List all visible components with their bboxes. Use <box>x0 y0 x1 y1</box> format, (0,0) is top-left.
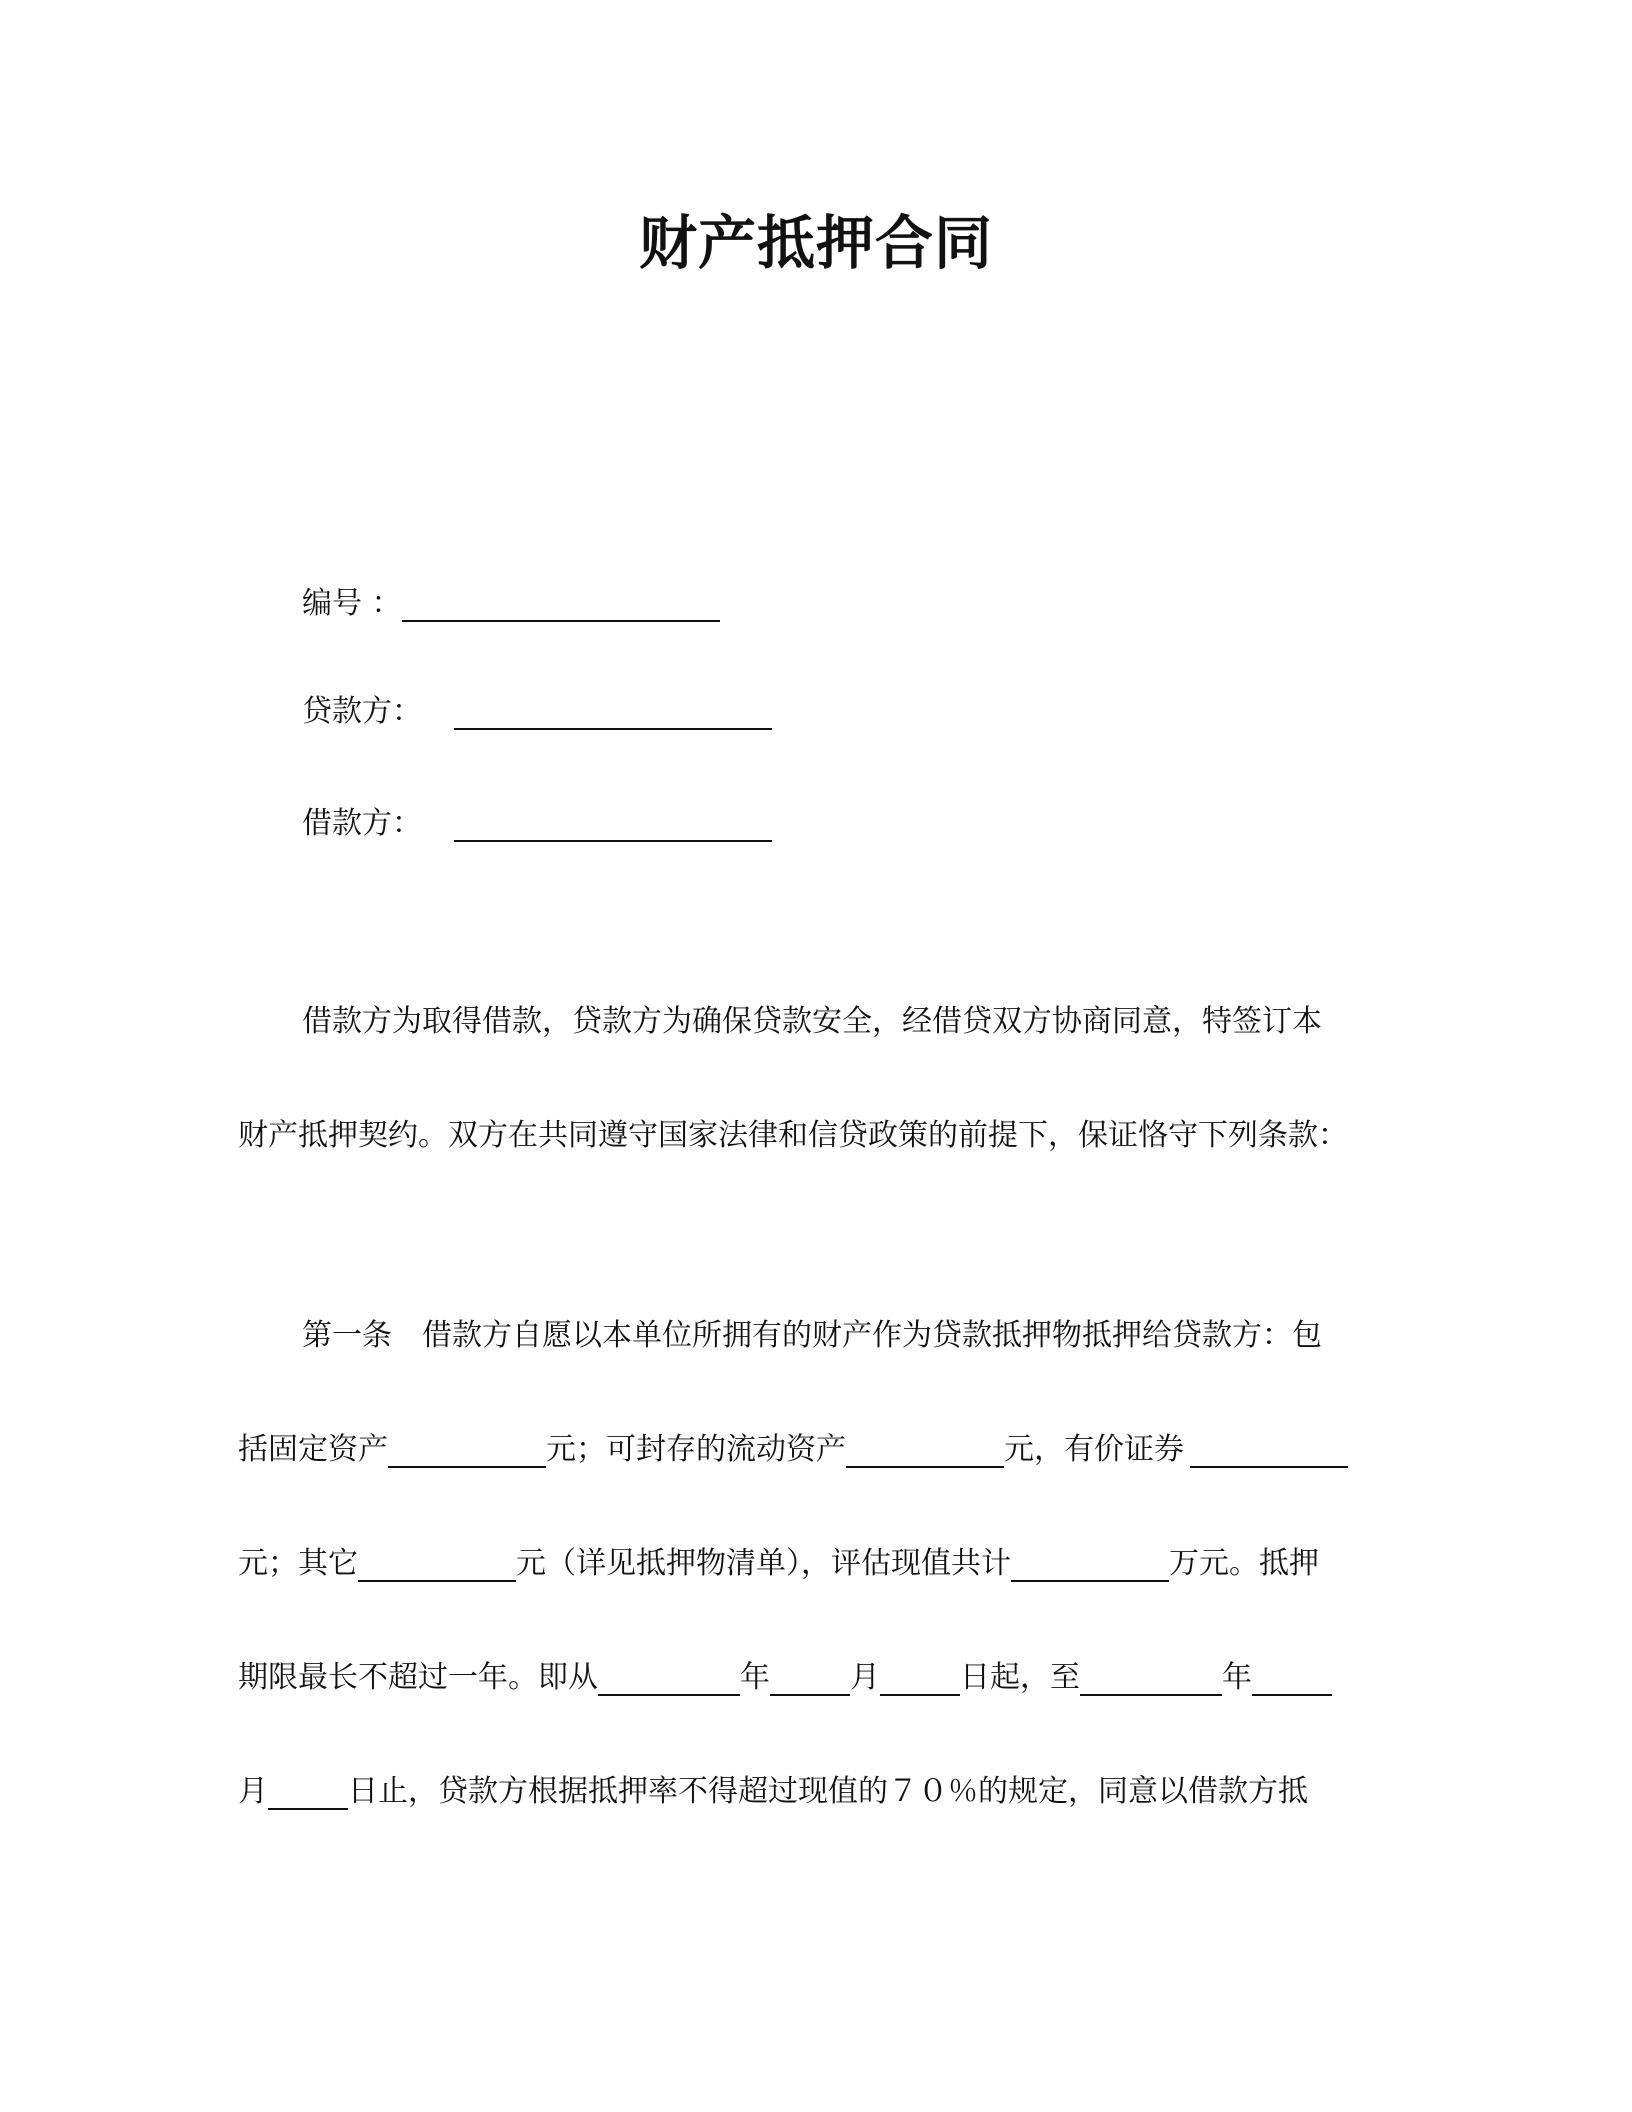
article1-line2-seg3: 元，有价证券 <box>1004 1432 1184 1467</box>
article1-line4-seg1: 期限最长不超过一年。即从 <box>238 1660 598 1695</box>
borrower-label: 借款方： <box>302 806 422 841</box>
document-title: 财产抵押合同 <box>638 209 993 277</box>
article1-line3-seg1: 元；其它 <box>238 1546 358 1581</box>
borrower-blank[interactable] <box>454 810 772 842</box>
article1-line4-seg4: 日起，至 <box>960 1660 1080 1695</box>
article1-line5-seg1: 月 <box>238 1774 268 1809</box>
article1-line-5 <box>238 1766 1308 1810</box>
end-month-blank[interactable] <box>1252 1664 1332 1696</box>
intro-line-2: 财产抵押契约。双方在共同遵守国家法律和信贷政策的前提下，保证恪守下列条款： <box>238 1118 1348 1153</box>
article1-line4-seg3: 月 <box>850 1660 880 1695</box>
securities-blank[interactable] <box>1190 1436 1348 1468</box>
current-assets-blank[interactable] <box>846 1436 1004 1468</box>
article1-line4-seg5: 年 <box>1222 1660 1252 1695</box>
fixed-assets-blank[interactable] <box>388 1436 546 1468</box>
contract-number-blank[interactable] <box>402 590 720 622</box>
total-value-blank[interactable] <box>1011 1550 1169 1582</box>
other-assets-blank[interactable] <box>358 1550 516 1582</box>
article1-line-2 <box>238 1424 1348 1468</box>
article1-line3-seg3: 万元。抵押 <box>1169 1546 1319 1581</box>
contract-number-label: 编号 ： <box>302 586 402 621</box>
start-year-blank[interactable] <box>598 1664 740 1696</box>
borrower-field <box>302 798 772 842</box>
article1-line3-seg2: 元（详见抵押物清单），评估现值共计 <box>516 1546 1011 1581</box>
lender-field <box>302 686 772 730</box>
contract-number-field <box>302 578 720 622</box>
article1-line-4 <box>238 1652 1332 1696</box>
lender-blank[interactable] <box>454 698 772 730</box>
end-year-blank[interactable] <box>1080 1664 1222 1696</box>
article1-line2-seg1: 括固定资产 <box>238 1432 388 1467</box>
article1-line-3 <box>238 1538 1319 1582</box>
article1-line-1: 第一条 借款方自愿以本单位所拥有的财产作为贷款抵押物抵押给贷款方：包 <box>302 1318 1322 1353</box>
end-day-blank[interactable] <box>268 1778 348 1810</box>
article1-line5-seg2: 日止，贷款方根据抵押率不得超过现值的７０％的规定，同意以借款方抵 <box>348 1774 1308 1809</box>
start-day-blank[interactable] <box>880 1664 960 1696</box>
intro-line-1: 借款方为取得借款，贷款方为确保贷款安全，经借贷双方协商同意，特签订本 <box>302 1004 1322 1039</box>
article1-line2-seg2: 元；可封存的流动资产 <box>546 1432 846 1467</box>
lender-label: 贷款方： <box>302 694 422 729</box>
start-month-blank[interactable] <box>770 1664 850 1696</box>
article1-line4-seg2: 年 <box>740 1660 770 1695</box>
